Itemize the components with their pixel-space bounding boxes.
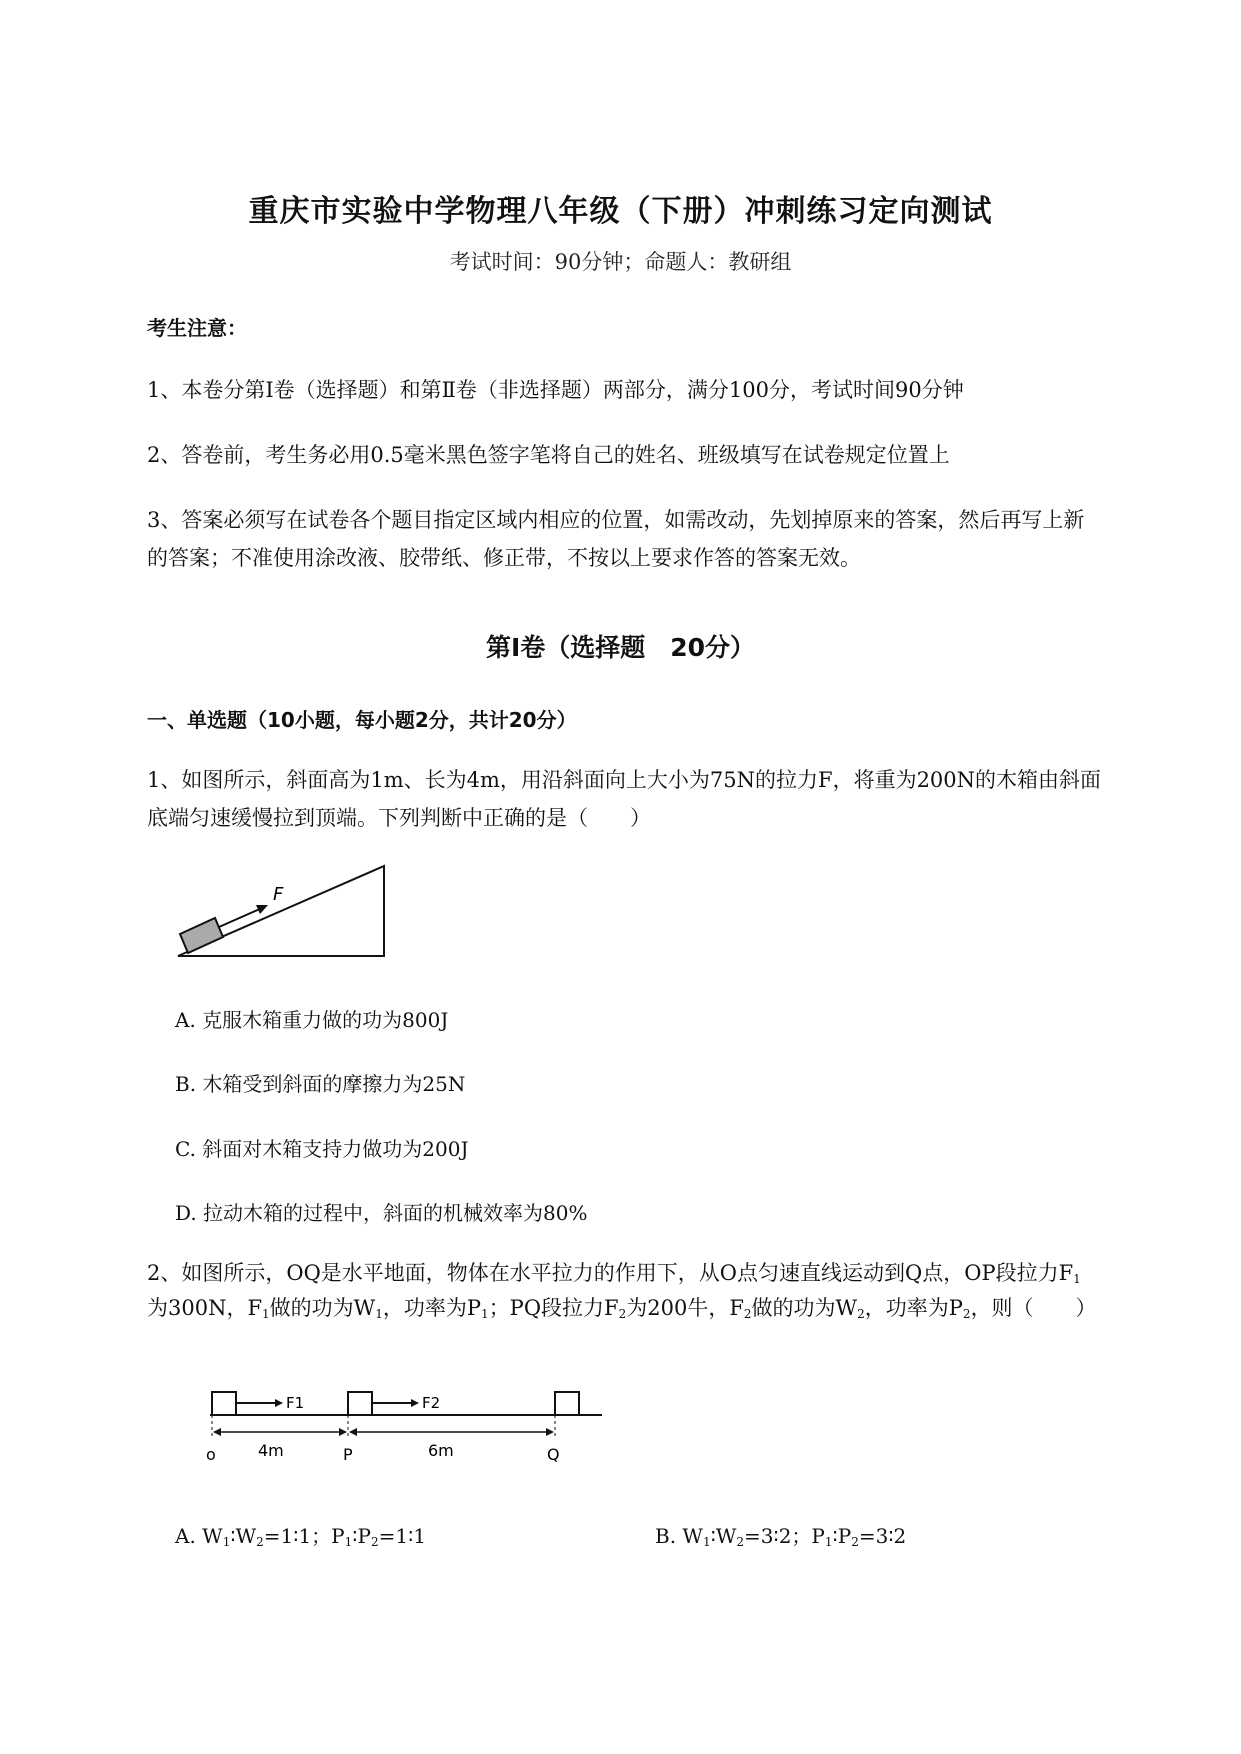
question-1-line-1: 1、如图所示，斜面高为1m、长为4m，用沿斜面向上大小为75N的拉力F，将重为200N的木箱由斜面	[147, 768, 1102, 792]
notice-item-3-continued: 的答案；不准使用涂改液、胶带纸、修正带，不按以上要求作答的答案无效。	[147, 546, 861, 570]
question-1-option-b: B. 木箱受到斜面的摩擦力为25N	[175, 1072, 466, 1096]
f1-label: F1	[286, 1394, 305, 1412]
block-at-q	[555, 1392, 579, 1415]
f2-arrowhead	[411, 1399, 419, 1407]
question-1-option-c: C. 斜面对木箱支持力做功为200J	[175, 1137, 469, 1161]
question-2-line-2: 为300N，$F_1$做的功为$W_1$，功率为$P_1$；PQ段拉力$F_2$为200牛，$F_2$做的功为$W_2$，功率为$P_2$，则（ ）	[147, 1296, 1097, 1321]
force-label: F	[273, 884, 284, 905]
page-title: 重庆市实验中学物理八年级（下册）冲刺练习定向测试	[248, 194, 993, 229]
exam-info: 考试时间：90分钟；命题人：教研组	[449, 250, 792, 274]
distance-pq-label: 6m	[428, 1441, 454, 1460]
point-q-label: Q	[547, 1445, 560, 1464]
op-arrow-right	[339, 1428, 347, 1436]
wooden-box	[180, 918, 223, 953]
pq-arrow-right	[546, 1428, 554, 1436]
point-o-label: o	[206, 1445, 216, 1464]
question-2-option-b: B. $W_1∶W_2=3∶2$；$P_1∶P_2=3∶2$	[655, 1524, 907, 1549]
block-at-o	[212, 1392, 236, 1415]
question-1-option-d: D. 拉动木箱的过程中，斜面的机械效率为80%	[175, 1201, 588, 1225]
distance-op-label: 4m	[258, 1441, 284, 1460]
section-title: 第Ⅰ卷（选择题 20分）	[485, 633, 756, 662]
question-2-option-a: A. $W_1∶W_2=1∶1$；$P_1∶P_2=1∶1$	[175, 1524, 427, 1549]
question-1-option-a: A. 克服木箱重力做的功为800J	[175, 1008, 449, 1032]
point-p-label: P	[343, 1445, 353, 1464]
f1-arrowhead	[275, 1399, 283, 1407]
block-at-p	[348, 1392, 372, 1415]
pq-arrow-left	[349, 1428, 357, 1436]
motion-figure	[200, 1380, 620, 1465]
incline-figure	[170, 860, 400, 964]
part-heading: 一、单选题（10小题，每小题2分，共计20分）	[147, 708, 577, 732]
notice-heading: 考生注意：	[147, 316, 247, 340]
question-2-line-1: 2、如图所示，OQ是水平地面，物体在水平拉力的作用下，从O点匀速直线运动到Q点，OP段拉力$F_1$	[147, 1261, 1081, 1286]
notice-item-3: 3、答案必须写在试卷各个题目指定区域内相应的位置，如需改动，先划掉原来的答案，然后再写上新	[147, 508, 1085, 532]
force-arrow-line	[219, 908, 262, 927]
notice-item-2: 2、答卷前，考生务必用0.5毫米黑色签字笔将自己的姓名、班级填写在试卷规定位置上	[147, 443, 950, 467]
question-1-line-2: 底端匀速缓慢拉到顶端。下列判断中正确的是（ ）	[147, 806, 651, 830]
notice-item-1: 1、本卷分第Ⅰ卷（选择题）和第Ⅱ卷（非选择题）两部分，满分100分，考试时间90分钟	[147, 378, 964, 402]
f2-label: F2	[422, 1394, 441, 1412]
op-arrow-left	[213, 1428, 221, 1436]
